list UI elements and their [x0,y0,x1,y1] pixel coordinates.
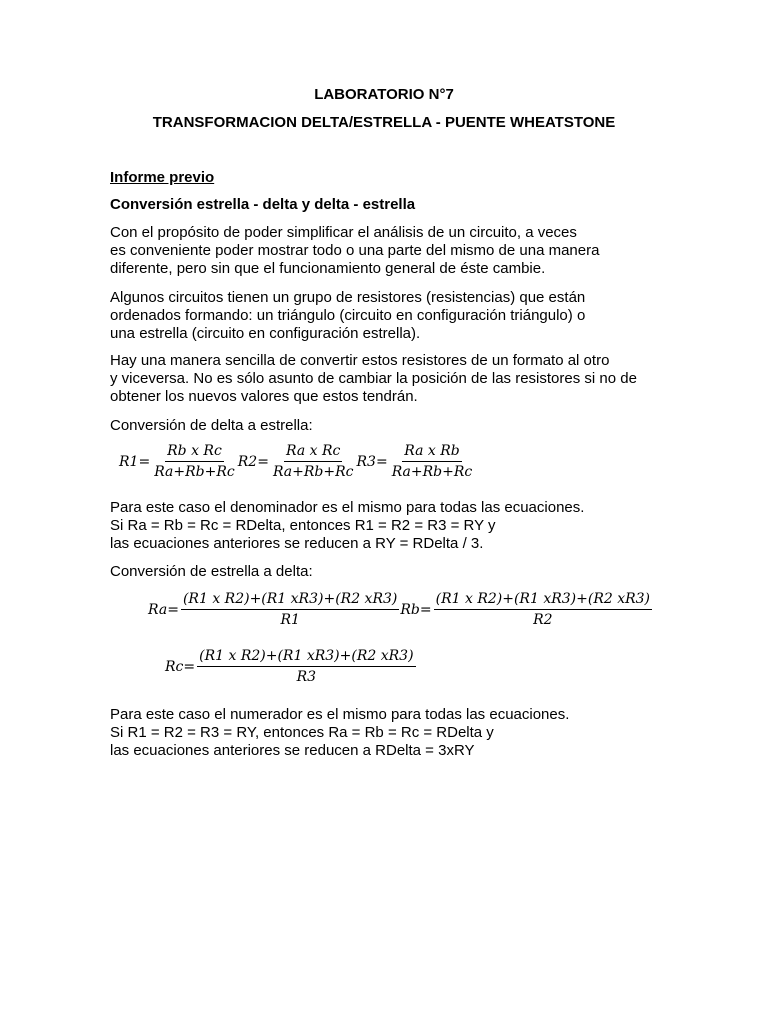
document-title: LABORATORIO N°7 [314,86,454,103]
text-line: diferente, pero sin que el funcionamiento general de éste cambie. [110,260,546,277]
document-subtitle: TRANSFORMACION DELTA/ESTRELLA - PUENTE WHEATSTONE [152,114,616,131]
numerator: Rb x Rc [165,443,224,462]
paragraph-intro [110,224,599,278]
section-subheading: Conversión estrella - delta y delta - estrella [110,196,416,213]
star-to-delta-equations-row1 [148,591,653,628]
equation-lhs: Ra= [148,601,179,618]
fraction [181,591,399,628]
denominator: R2 [533,612,553,628]
star-to-delta-label: Conversión de estrella a delta: [110,563,313,580]
fraction [434,591,652,628]
paragraph-numerator [110,706,569,760]
paragraph-conversion [110,352,637,406]
numerator: Ra x Rc [284,443,342,462]
fraction [390,443,475,480]
section-heading: Informe previo [110,169,215,186]
paragraph-denominator [110,499,584,553]
fraction [152,443,237,480]
fraction [271,443,356,480]
text-line: Hay una manera sencilla de convertir estos resistores de un formato al otro [110,352,610,369]
denominator: Ra+Rb+Rc [391,464,473,480]
text-line: Con el propósito de poder simplificar el análisis de un circuito, a veces [110,224,577,241]
paragraph-circuits [110,289,585,343]
equation-r1 [119,443,238,480]
text-line: Si R1 = R2 = R3 = RY, entonces Ra = Rb = Rc = RDelta y [110,724,494,741]
text-line: obtener los nuevos valores que estos tendrán. [110,388,418,405]
text-line: Para este caso el numerador es el mismo para todas las ecuaciones. [110,706,570,723]
equation-lhs: R2= [237,453,269,470]
denominator: R1 [280,612,300,628]
equation-lhs: Rc= [165,658,196,675]
numerator: (R1 x R2)+(R1 xR3)+(R2 xR3) [181,591,399,610]
text-line: Para este caso el denominador es el mismo para todas las ecuaciones. [110,499,585,516]
denominator: Ra+Rb+Rc [154,464,235,480]
equation-ra [148,591,400,628]
numerator: (R1 x R2)+(R1 xR3)+(R2 xR3) [434,591,652,610]
text-line: una estrella (circuito en configuración estrella). [110,325,421,342]
numerator: Ra x Rb [402,443,462,462]
text-line: ordenados formando: un triángulo (circuito en configuración triángulo) o [110,307,586,324]
text-line: Si Ra = Rb = Rc = RDelta, entonces R1 = R2 = R3 = RY y [110,517,496,534]
equation-rc [165,648,417,685]
equation-lhs: R1= [119,453,151,470]
text-line: Algunos circuitos tienen un grupo de resistores (resistencias) que están [110,289,586,306]
text-line: es conveniente poder mostrar todo o una parte del mismo de una manera [110,242,600,259]
denominator: R3 [296,669,317,685]
delta-to-star-equations [119,443,475,480]
denominator: Ra+Rb+Rc [272,464,354,480]
star-to-delta-equations-row2 [165,648,417,685]
fraction [197,648,415,685]
equation-r2 [238,443,357,480]
text-line: las ecuaciones anteriores se reducen a RY = RDelta / 3. [110,535,484,552]
delta-to-star-label: Conversión de delta a estrella: [110,417,313,434]
equation-r3 [357,443,476,480]
text-line: las ecuaciones anteriores se reducen a RDelta = 3xRY [110,742,475,759]
text-line: y viceversa. No es sólo asunto de cambiar la posición de las resistores si no de [110,370,637,387]
equation-lhs: R3= [356,453,388,470]
equation-rb [400,591,653,628]
numerator: (R1 x R2)+(R1 xR3)+(R2 xR3) [197,648,415,667]
equation-lhs: Rb= [400,601,432,618]
